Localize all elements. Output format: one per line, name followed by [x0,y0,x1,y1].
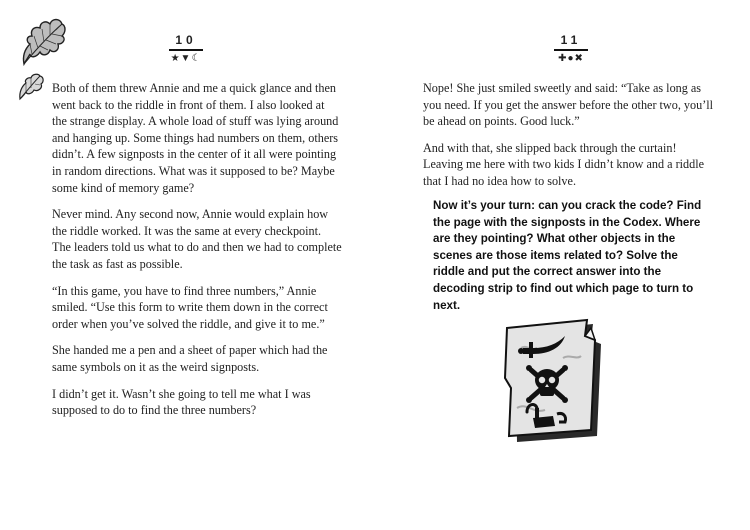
pirate-clue-paper-icon [493,318,613,446]
page-number-left [156,34,216,64]
page-number-rule [169,49,203,51]
paragraph: Both of them threw Annie and me a quick glance and then went back to the riddle in front of them. I also looked at the strange display. A whole load of stuff was lying around and hanging up. Some things had numbers on them, others didn’t. A few signposts in the center of it all were pointing in random directions. What was it supposed to be? Maybe some kind of memory game? [52,81,339,195]
page-number-symbols: ✚●✖ [558,52,584,64]
right-page-text [423,80,718,200]
paragraph: And with that, she slipped back through the curtain! Leaving me here with two kids I didn’t know and a riddle that I had no idea how to solve. [423,140,705,188]
oak-leaf-icon [18,14,70,70]
paragraph: “In this game, you have to find three numbers,” Annie smiled. “Use this form to write them down in the correct order when you’ve solved the riddle, and give it to me.” [52,283,328,331]
left-page-text [52,80,342,429]
page-number-right [541,34,601,64]
paragraph: She handed me a pen and a sheet of paper which had the same symbols on it as the weird signposts. [52,343,328,374]
page-number-symbols: ★▼☾ [170,52,202,64]
paragraph: Nope! She just smiled sweetly and said: “Take as long as you need. If you get the answer before the other two, you’ll be ahead on points. Good luck.” [423,81,714,129]
right-page [375,0,750,530]
riddle-callout: Now it’s your turn: can you crack the code? Find the page with the signposts in the Codex. Where are they pointing? What other objects in the scenes are those items related to? Solve the riddle and put the correct answer into the decoding strip to find out which page to turn to next. [433,199,702,312]
page-number-rule [554,49,588,51]
page-number-digits: 10 [175,33,197,47]
paragraph: Never mind. Any second now, Annie would explain how the riddle worked. It was the same at every checkpoint. The leaders told us what to do and then we had to complete the task as fast as possible. [52,207,342,271]
paragraph: I didn’t get it. Wasn’t she going to tell me what I was supposed to do to find the three numbers? [52,386,311,418]
page-number-digits: 11 [560,33,582,47]
small-leaf-icon [16,68,46,102]
